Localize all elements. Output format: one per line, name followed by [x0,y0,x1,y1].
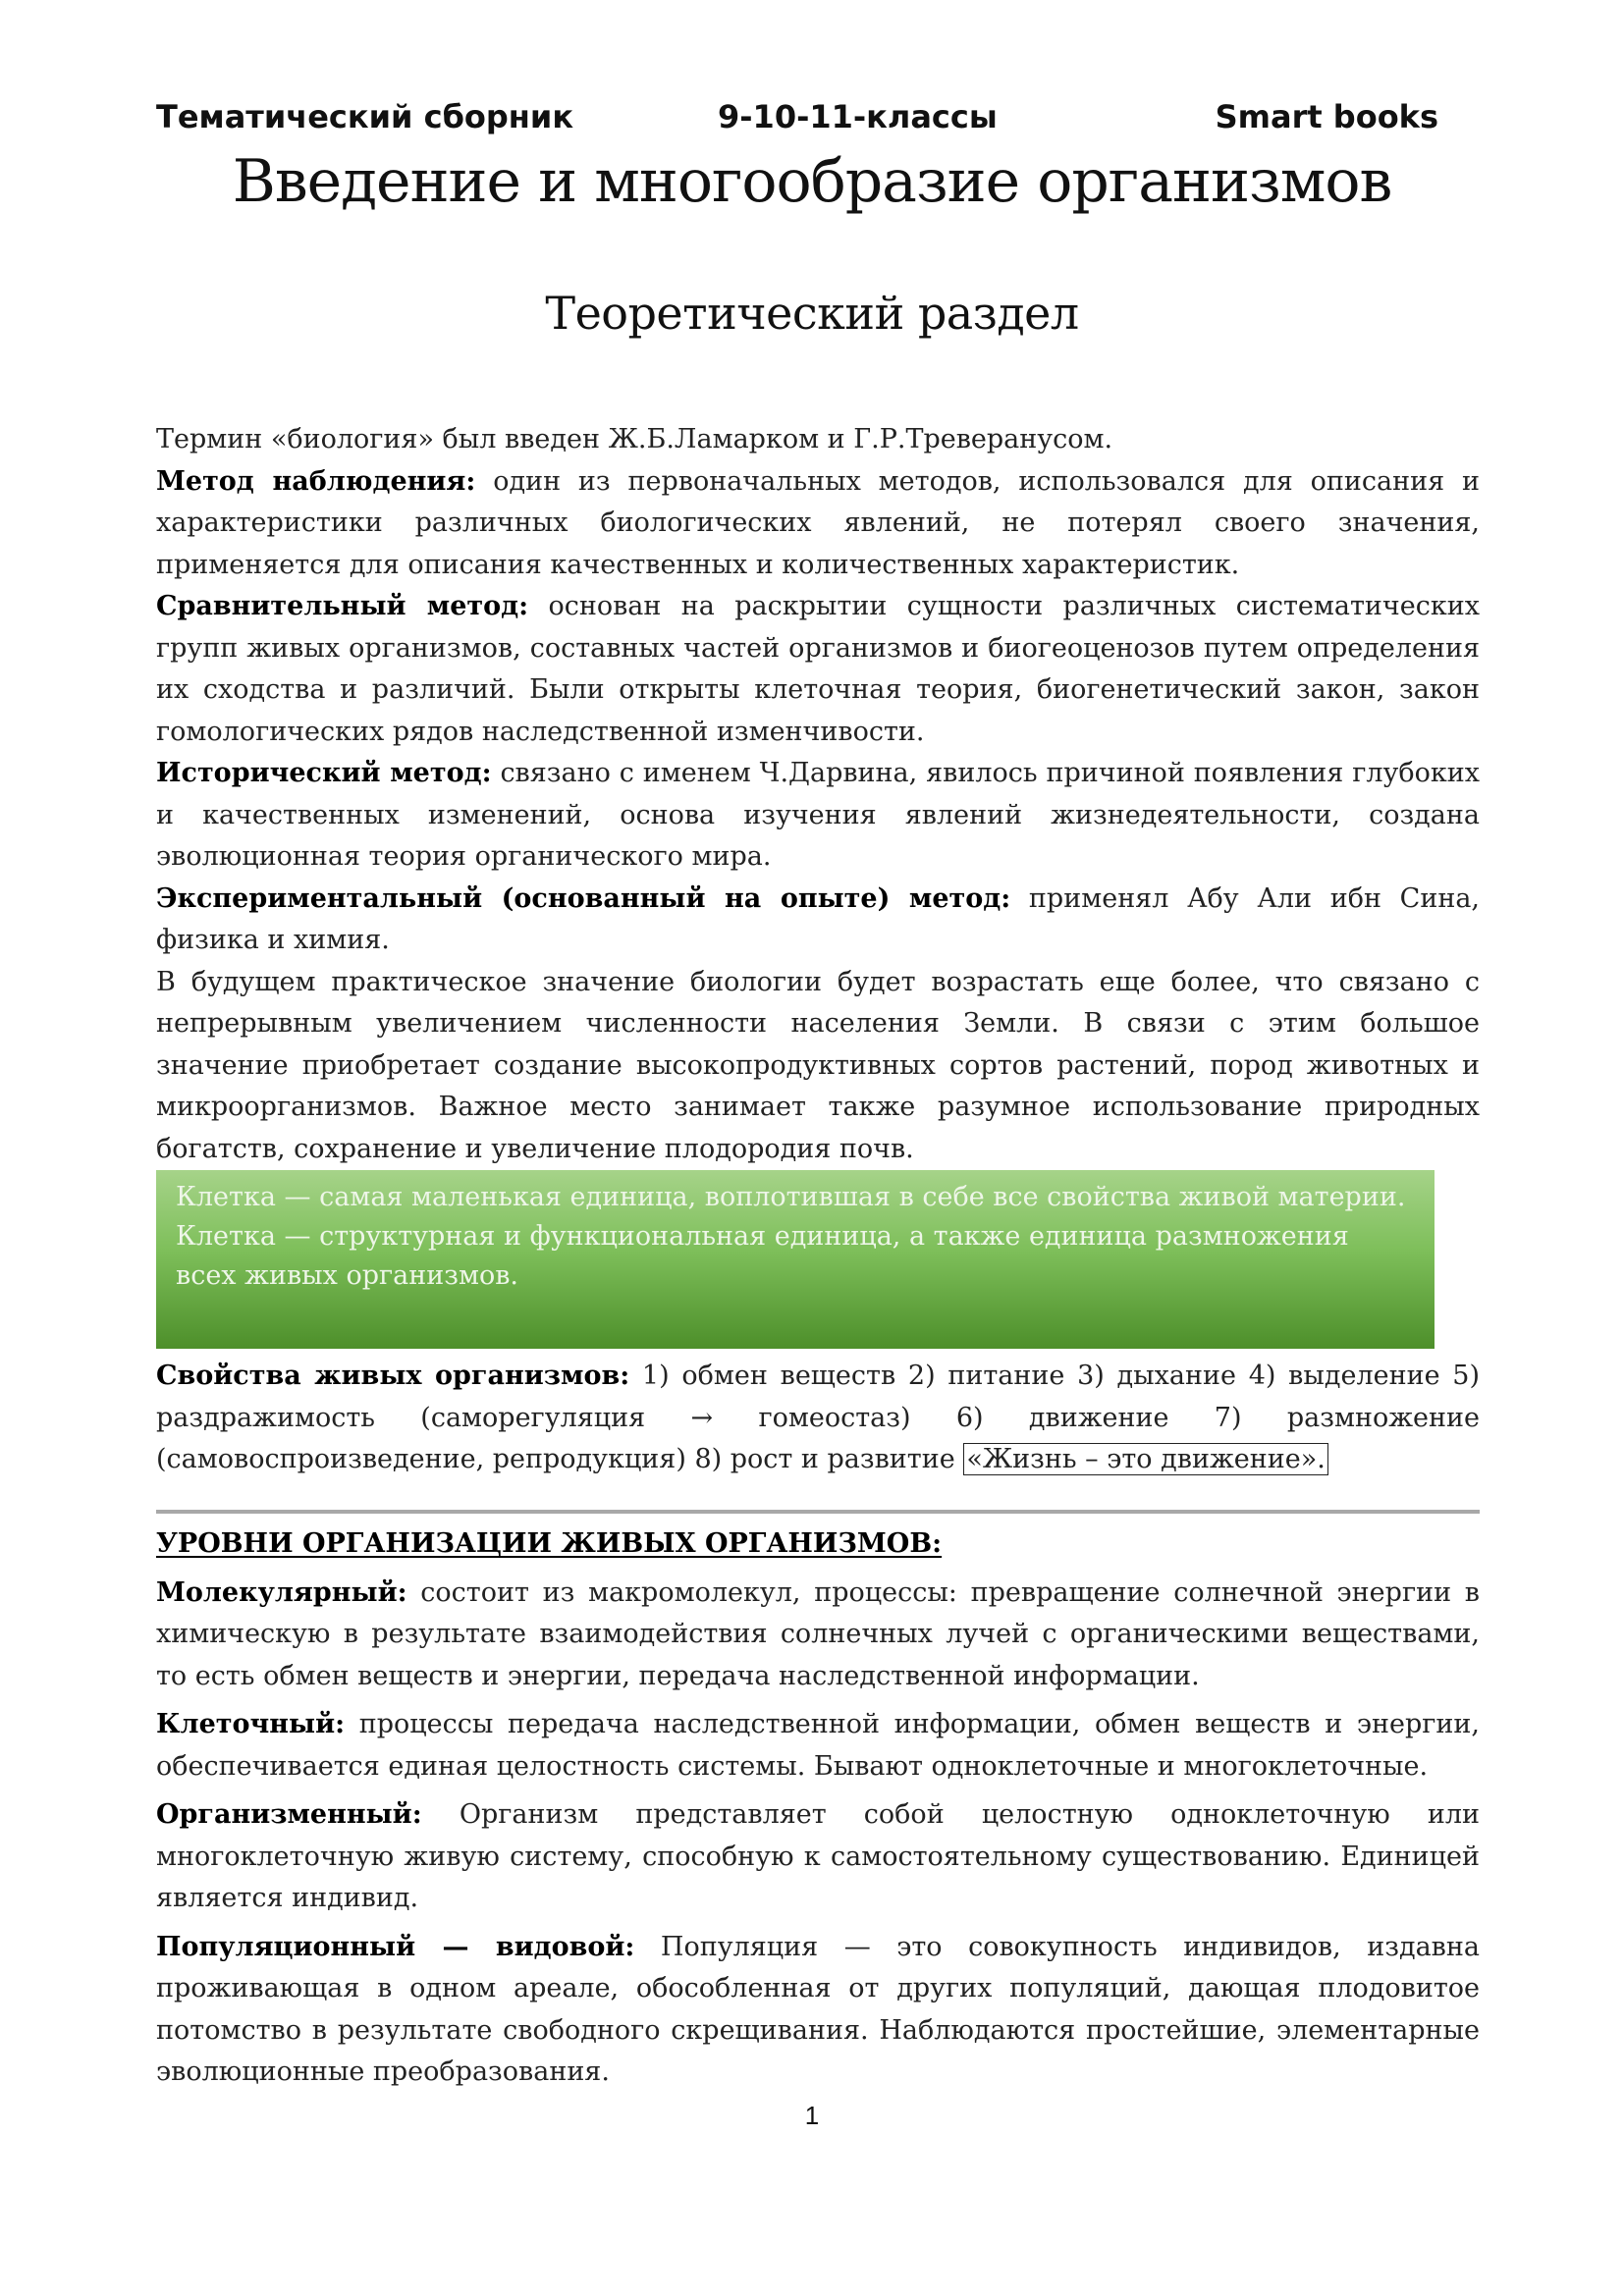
cell-definition-2: Клетка — структурная и функциональная единица, а также единица размножения всех живых организмов. [176,1221,1349,1291]
properties-paragraph [156,1356,1480,1481]
level-organismal [156,1794,1480,1920]
method-experimental [156,879,1480,962]
header-grades: 9-10-11-классы [718,98,998,135]
level-text: процессы передача наследственной информации, обмен веществ и энергии, обеспечивается единая целостность системы. Бывают одноклеточные и многоклеточные. [156,1709,1480,1782]
level-population [156,1927,1480,2094]
properties-section [156,1356,1480,1481]
properties-term: Свойства живых организмов: [156,1361,630,1391]
running-header [156,98,1438,137]
level-term: Популяционный — видовой: [156,1931,635,1962]
method-historical [156,753,1480,879]
level-cellular [156,1704,1480,1788]
method-term: Исторический метод: [156,758,492,788]
methods-section [156,419,1480,1170]
header-collection-title: Тематический сборник [156,98,574,135]
method-term: Сравнительный метод: [156,591,529,621]
header-publisher: Smart books [1215,98,1438,135]
properties-text: 1) обмен веществ 2) питание 3) дыхание 4) выделение 5) раздражимость (саморегуляция → гомеостаз) 6) движение 7) размножение (самовоспроизведение, репродукция) 8) рост и развитие [156,1361,1481,1474]
page-title: Введение и многообразие организмов [232,147,1392,216]
cell-definition-1: Клетка — самая маленькая единица, воплотившая в себе все свойства живой материи. [176,1182,1406,1212]
method-observation [156,461,1480,587]
horizontal-divider [156,1510,1480,1514]
section-subtitle: Теоретический раздел [545,287,1079,340]
cell-definition-box [156,1170,1435,1349]
level-text: Популяция — это совокупность индивидов, издавна проживающая в одном ареале, обособленная от других популяций, дающая плодовитое потомство в результате свободного скрещивания. Наблюдаются простейшие, элементарные эволюционные преобразования. [156,1931,1480,2087]
method-term: Экспериментальный (основанный на опыте) метод: [156,882,1011,914]
levels-heading: УРОВНИ ОРГАНИЗАЦИИ ЖИВЫХ ОРГАНИЗМОВ: [156,1528,943,1559]
future-paragraph: В будущем практическое значение биологии будет возрастать еще более, что связано с непрерывным увеличением численности населения Земли. В связи с этим большое значение приобретает создание высокопродуктивных сортов растений, пород животных и микроорганизмов. Важное место занимает также разумное использование природных богатств, сохранение и увеличение плодородия почв. [156,966,1480,1164]
method-text: основан на раскрытии сущности различных систематических групп живых организмов, составных частей организмов и биогеоценозов путем определения их сходства и различий. Были открыты клеточная теория, биогенетический закон, закон гомологических рядов наследственной изменчивости. [156,591,1480,747]
level-molecular [156,1573,1480,1698]
level-text: состоит из макромолекул, процессы: превращение солнечной энергии в химическую в результате взаимодействия солнечных лучей с органическими веществами, то есть обмен веществ и энергии, передача наследственной информации. [156,1576,1480,1691]
method-comparative [156,586,1480,753]
level-term: Клеточный: [156,1709,346,1739]
levels-section [156,1523,1480,2101]
level-text: Организм представляет собой целостную одноклеточную или многоклеточную живую систему, способную к самостоятельному существованию. Единицей является индивид. [156,1799,1480,1913]
level-term: Организменный: [156,1799,422,1830]
page-number: 1 [804,2101,820,2130]
level-term: Молекулярный: [156,1576,407,1608]
intro-paragraph: Термин «биология» был введен Ж.Б.Ламарком и Г.Р.Треверанусом. [156,424,1113,454]
method-text: применял Абу Али ибн Сина, физика и химия. [156,882,1481,955]
method-text: один из первоначальных методов, использовался для описания и характеристики различных биологических явлений, не потерял своего значения, применяется для описания качественных и количественных характеристик. [156,465,1480,580]
boxed-quote: «Жизнь – это движение». [963,1443,1328,1475]
method-text: связано с именем Ч.Дарвина, явилось причиной появления глубоких и качественных изменений, основа изучения явлений жизнедеятельности, создана эволюционная теория органического мира. [156,758,1480,872]
method-term: Метод наблюдения: [156,465,476,497]
